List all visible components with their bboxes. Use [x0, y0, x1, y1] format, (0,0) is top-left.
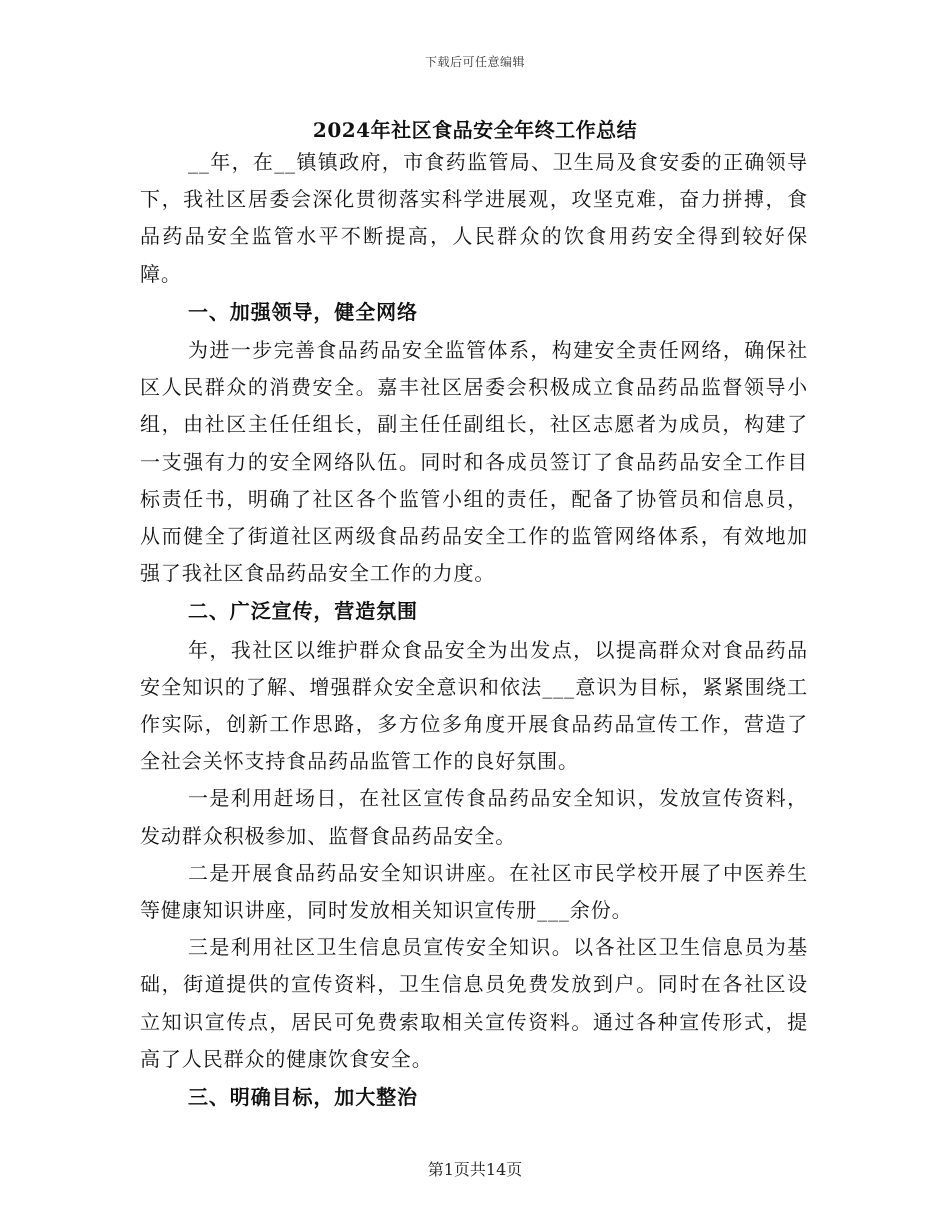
paragraph-item-1: 一是利用赶场日，在社区宣传食品药品安全知识，发放宣传资料，发动群众积极参加、监督食品药品安全。 — [140, 786, 808, 848]
paragraph-section-1: 为进一步完善食品药品安全监管体系，构建安全责任网络，确保社区人民群众的消费安全。嘉丰社区居委会积极成立食品药品监督领导小组，由社区主任任组长，副主任任副组长，社区志愿者为成员，构建了一支强有力的安全网络队伍。同时和各成员签订了食品药品安全工作目标责任书，明确了社区各个监管小组的责任，配备了协管员和信息员，从而健全了街道社区两级食品药品安全工作的监管网络体系，有效地加强了我社区食品药品安全工作的力度。 — [140, 338, 808, 586]
paragraph-intro: __年，在__镇镇政府，市食药监管局、卫生局及食安委的正确领导下，我社区居委会深化贯彻落实科学进展观，攻坚克难，奋力拼搏，食品药品安全监管水平不断提高，人民群众的饮食用药安全得到较好保障。 — [140, 150, 808, 286]
document-title: 2024年社区食品安全年终工作总结 — [312, 118, 638, 142]
section-heading-2: 二、广泛宣传，营造氛围 — [188, 599, 418, 624]
document-body — [140, 144, 808, 1117]
header-note: 下载后可任意编辑 — [424, 55, 525, 69]
paragraph-item-3: 三是利用社区卫生信息员宣传安全知识。以各社区卫生信息员为基础，街道提供的宣传资料，卫生信息员免费发放到户。同时在各社区设立知识宣传点，居民可免费索取相关宣传资料。通过各种宣传形式，提高了人民群众的健康饮食安全。 — [140, 935, 808, 1071]
section-heading-1: 一、加强领导，健全网络 — [188, 299, 418, 324]
section-heading-3: 三、明确目标，加大整治 — [188, 1085, 418, 1110]
paragraph-item-2: 二是开展食品药品安全知识讲座。在社区市民学校开展了中医养生等健康知识讲座，同时发放相关知识宣传册___余份。 — [140, 860, 808, 923]
page-footer: 第1页共14页 — [427, 1160, 523, 1179]
paragraph-section-2: 年，我社区以维护群众食品安全为出发点，以提高群众对食品药品安全知识的了解、增强群众安全意识和依法___意识为目标，紧紧围绕工作实际，创新工作思路，多方位多角度开展食品药品宣传工作，营造了全社会关怀支持食品药品监管工作的良好氛围。 — [140, 637, 808, 774]
